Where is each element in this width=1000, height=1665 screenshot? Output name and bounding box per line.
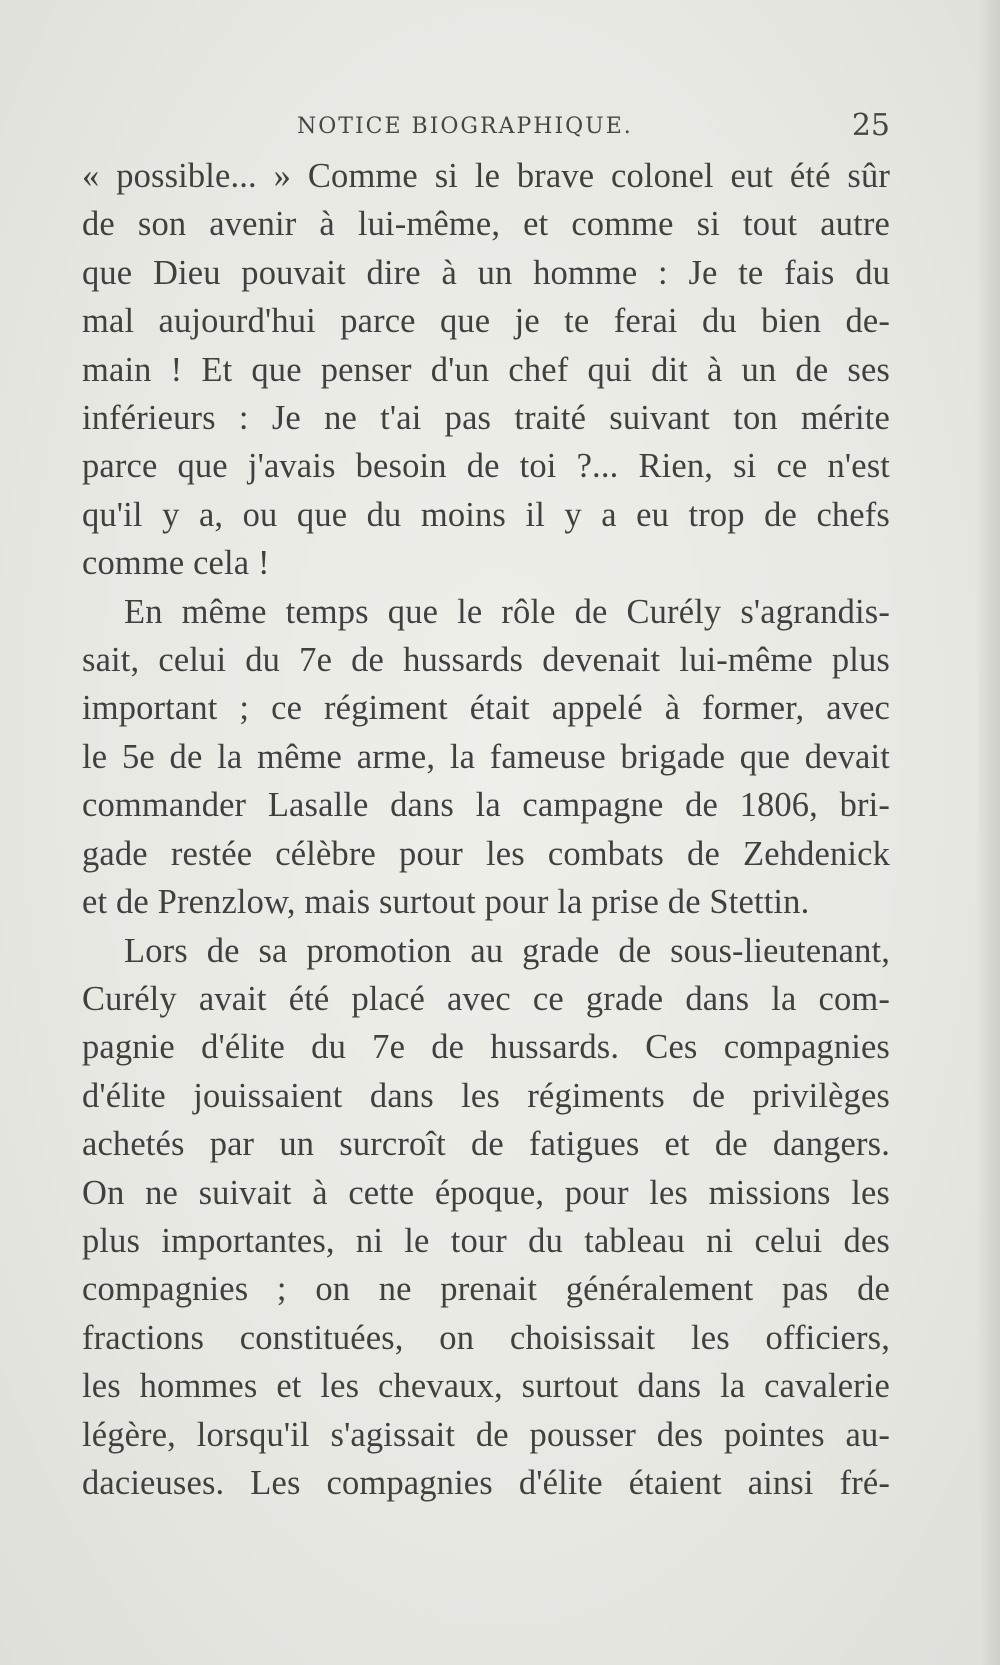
text-line: parce que j'avais besoin de toi ?... Rien, si ce n'est [82,447,890,486]
text-line: En même temps que le rôle de Curély s'agrandis- [124,592,890,631]
running-header [82,108,890,144]
text-line: d'élite jouissaient dans les régiments de privilèges [82,1076,890,1115]
page-number: 25 [851,108,890,143]
text-line: légère, lorsqu'il s'agissait de pousser des pointes au- [82,1415,890,1454]
text-line: On ne suivait à cette époque, pour les missions les [82,1173,890,1212]
text-line: fractions constituées, on choisissait les officiers, [82,1318,890,1357]
paragraph-3 [82,927,890,1508]
text-line: main ! Et que penser d'un chef qui dit à un de ses [82,350,890,389]
text-line: dacieuses. Les compagnies d'élite étaient ainsi fré- [82,1463,890,1502]
running-title: NOTICE BIOGRAPHIQUE. [297,114,633,139]
text-line: plus importantes, ni le tour du tableau ni celui des [82,1221,890,1260]
text-line: inférieurs : Je ne t'ai pas traité suivant ton mérite [82,399,890,438]
text-line: gade restée célèbre pour les combats de Zehdenick [82,834,890,873]
text-line: achetés par un surcroît de fatigues et de dangers. [82,1125,890,1164]
text-line: qu'il y a, ou que du moins il y a eu trop de chefs [82,495,890,534]
text-line: « possible... » Comme si le brave colonel eut été sûr [82,157,890,195]
text-line: Curély avait été placé avec ce grade dans la com- [82,979,890,1018]
text-line: comme cela ! [82,544,270,583]
text-line: que Dieu pouvait dire à un homme : Je te fais du [82,253,890,292]
paragraph-1 [82,152,890,588]
text-line: les hommes et les chevaux, surtout dans la cavalerie [82,1367,890,1406]
page-edge-shadow [978,0,1000,1665]
text-line: important ; ce régiment était appelé à former, avec [82,689,890,728]
text-line: mal aujourd'hui parce que je te ferai du bien de- [82,302,890,341]
text-line: Lors de sa promotion au grade de sous-lieutenant, [124,931,890,970]
text-line: de son avenir à lui-même, et comme si tout autre [82,205,890,244]
text-line: pagnie d'élite du 7e de hussards. Ces compagnies [82,1028,890,1067]
text-line: sait, celui du 7e de hussards devenait lui-même plus [82,641,890,680]
paragraph-2 [82,588,890,927]
text-line: commander Lasalle dans la campagne de 1806, bri- [82,786,890,825]
text-line: et de Prenzlow, mais surtout pour la prise de Stettin. [82,883,810,922]
text-line: compagnies ; on ne prenait généralement pas de [82,1270,890,1309]
body-text [82,152,890,1507]
text-line: le 5e de la même arme, la fameuse brigade que devait [82,737,890,776]
